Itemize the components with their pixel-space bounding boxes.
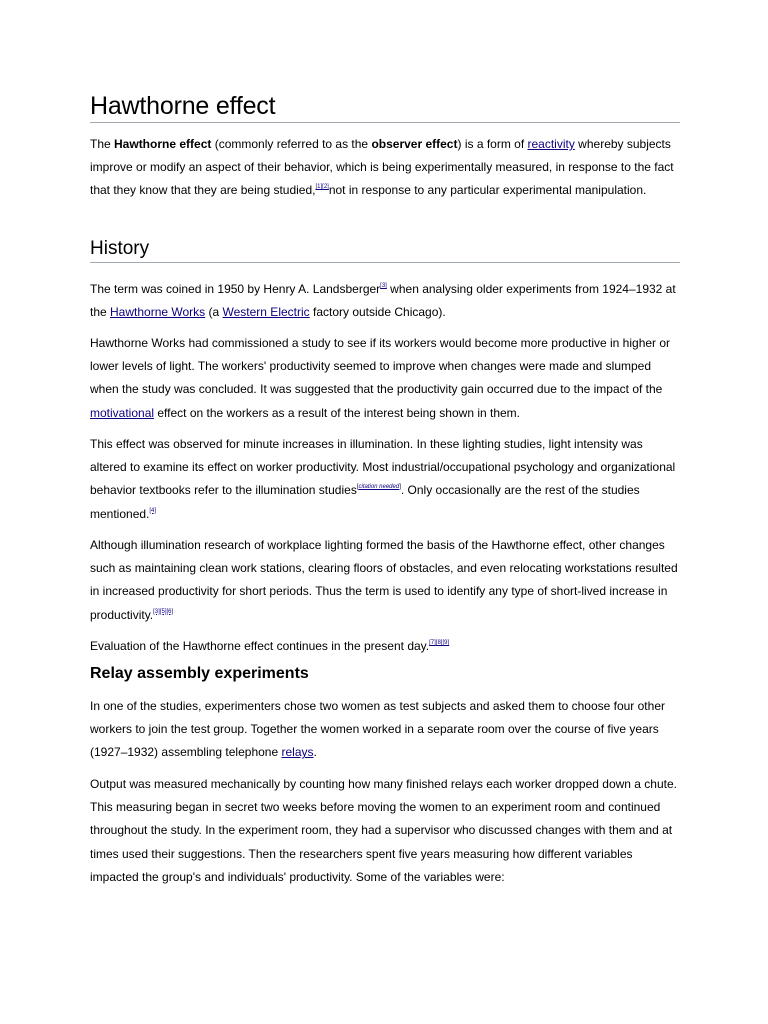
- history-paragraph-1: The term was coined in 1950 by Henry A. Landsberger[3] when analysing older experiments from 1924–1932 at the Hawthorne Works (a Western Electric factory outside Chicago).: [90, 282, 676, 320]
- bold-term: observer effect: [371, 137, 458, 151]
- relay-paragraph-2: Output was measured mechanically by counting how many finished relays each worker dropped down a chute. This measuring began in secret two weeks before moving the women to an experiment room and continued throughout the study. In the experiment room, they had a supervisor who discussed changes with them and at times used their suggestions. Then the researchers spent five years measuring how different variables impacted the group's and individuals' productivity. Some of the variables were:: [90, 777, 677, 884]
- page-title: Hawthorne effect: [90, 90, 680, 123]
- citation-link[interactable]: [6]: [166, 608, 174, 615]
- citation-link[interactable]: [3]: [153, 608, 160, 615]
- citation-needed-link[interactable]: citation needed: [358, 484, 400, 491]
- citation-ref: [149, 508, 156, 514]
- citation-link[interactable]: [5]: [159, 608, 167, 615]
- relay-paragraph-1: In one of the studies, experimenters chose two women as test subjects and asked them to choose four other workers to join the test group. Together the women worked in a separate room over the course of five years (1927–1932) assembling telephone relays.: [90, 699, 665, 760]
- link-hawthorne-works[interactable]: Hawthorne Works: [110, 305, 206, 320]
- citation-needed: [citation needed]: [356, 484, 401, 491]
- link-western-electric[interactable]: Western Electric: [222, 305, 310, 320]
- history-paragraph-4: Although illumination research of workplace lighting formed the basis of the Hawthorne effect, other changes such as maintaining clean work stations, clearing floors of obstacles, and even relocating workstations resulted in increased productivity for short periods. Thus the term is used to identify any type of short-lived increase in productivity.[3][5][6]: [90, 538, 678, 622]
- history-paragraph-3: This effect was observed for minute increases in illumination. In these lighting studies, light intensity was altered to examine its effect on worker productivity. Most industrial/occupational psychology and organizational behavior textbooks refer to the illumination studies[citation needed]. Only occasionally are the rest of the studies mentioned.[4]: [90, 437, 676, 521]
- link-motivational[interactable]: motivational: [90, 405, 155, 420]
- link-relays[interactable]: relays: [281, 745, 314, 760]
- citation-link[interactable]: [7]: [429, 640, 436, 646]
- citation-ref: [153, 609, 173, 615]
- history-paragraph-5: Evaluation of the Hawthorne effect continues in the present day.[7][8][9]: [90, 639, 450, 653]
- citation-ref: [429, 640, 449, 646]
- citation-link[interactable]: [3]: [380, 283, 387, 289]
- citation-ref: [315, 184, 328, 190]
- bold-term: Hawthorne effect: [114, 137, 212, 151]
- history-paragraph-2: Hawthorne Works had commissioned a study to see if its workers would become more productive in higher or lower levels of light. The workers' productivity seemed to improve when changes were made and slumped when the study was concluded. It was suggested that the productivity gain occurred due to the impact of the motivational effect on the workers as a result of the interest being shown in them.: [90, 336, 671, 420]
- intro-paragraph: The Hawthorne effect (commonly referred to as the observer effect) is a form of reactivity whereby subjects improve or modify an aspect of their behavior, which is being experimentally measured, in response to the fact that they know that they are being studied,[1][2]not in response to any particular experimental manipulation.: [90, 137, 674, 198]
- section-heading-history: History: [90, 237, 680, 263]
- citation-link[interactable]: [4]: [149, 507, 157, 514]
- citation-link[interactable]: [8]: [435, 640, 443, 646]
- section-heading-relay: Relay assembly experiments: [90, 665, 309, 682]
- citation-link[interactable]: [1]: [315, 184, 323, 191]
- citation-link[interactable]: [9]: [442, 640, 450, 646]
- citation-link[interactable]: [2]: [322, 184, 329, 191]
- citation-ref: [380, 283, 387, 289]
- link-reactivity[interactable]: reactivity: [527, 137, 575, 151]
